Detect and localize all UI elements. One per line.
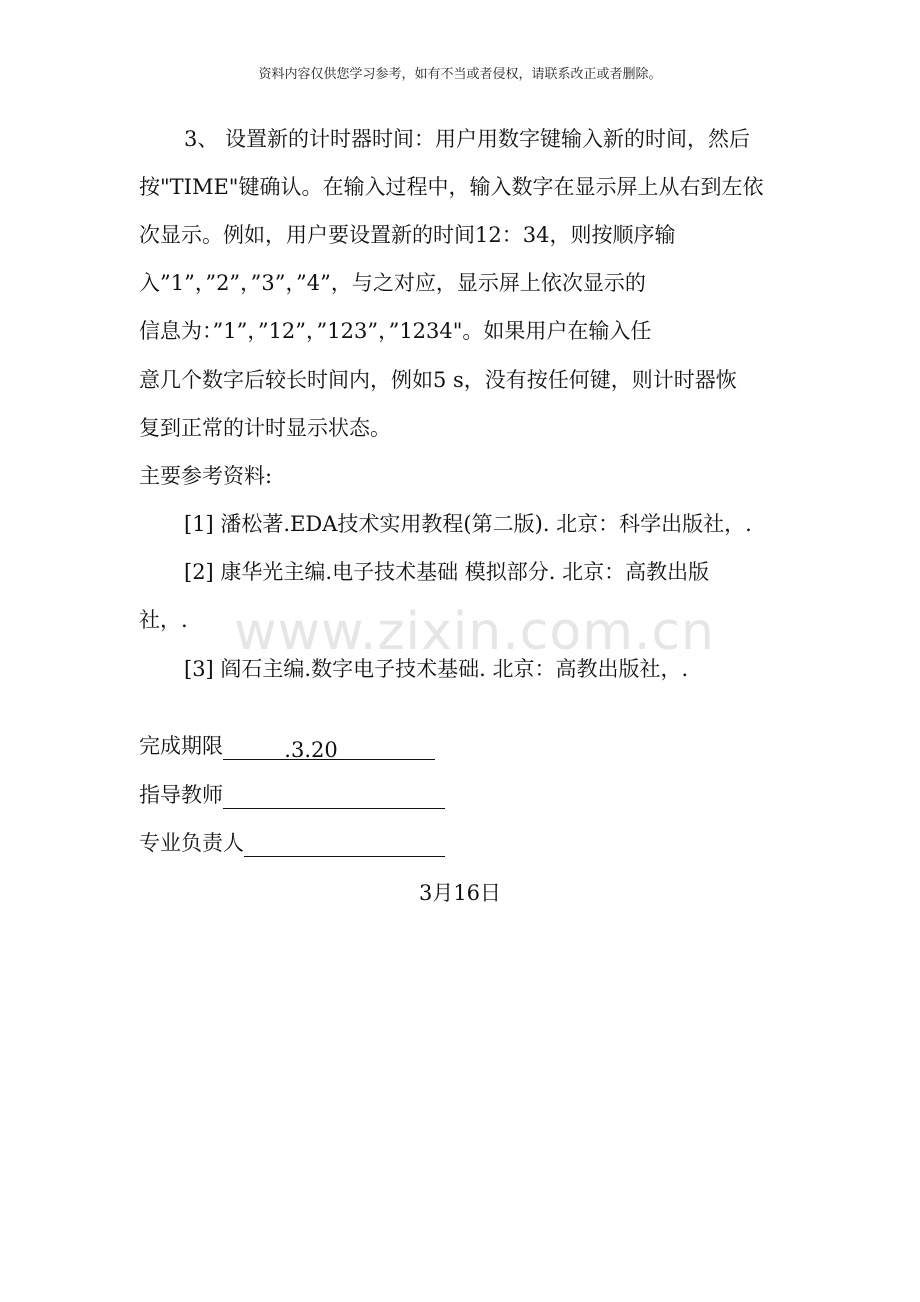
deadline-value: .3.20 bbox=[284, 738, 338, 762]
reference-2: [2] 康华光主编.电子技术基础 模拟部分. 北京：高教出版 bbox=[184, 560, 710, 584]
body-line-3: 次显示。例如，用户要设置新的时间12：34，则按顺序输 bbox=[139, 223, 676, 247]
body-line-5: 信息为：”1”，”12”，”123”，”1234"。如果用户在输入任 bbox=[139, 319, 652, 343]
references-heading: 主要参考资料: bbox=[139, 464, 273, 488]
advisor-blank bbox=[223, 786, 445, 809]
deadline-label: 完成期限 bbox=[139, 734, 223, 758]
watermark: www.zixin.com.cn bbox=[234, 602, 715, 662]
body-line-7: 复到正常的计时显示状态。 bbox=[139, 416, 391, 440]
document-date: 3月16日 bbox=[418, 881, 502, 905]
reference-1: [1] 潘松著.EDA技术实用教程(第二版). 北京：科学出版社，. bbox=[184, 512, 752, 536]
head-of-major-row bbox=[139, 830, 445, 856]
head-of-major-blank bbox=[244, 834, 445, 857]
reference-3: [3] 阎石主编.数字电子技术基础. 北京：高教出版社，. bbox=[184, 657, 689, 681]
body-line-2: 按"TIME"键确认。在输入过程中，输入数字在显示屏上从右到左依 bbox=[139, 175, 764, 199]
reference-2-continued: 社，. bbox=[139, 608, 188, 632]
body-line-1: 3、 设置新的计时器时间：用户用数字键输入新的时间，然后 bbox=[184, 127, 751, 151]
advisor-row bbox=[139, 782, 445, 808]
deadline-row bbox=[139, 733, 435, 762]
deadline-blank bbox=[223, 737, 435, 760]
head-of-major-label: 专业负责人 bbox=[139, 831, 244, 855]
advisor-label: 指导教师 bbox=[139, 783, 223, 807]
page-header-disclaimer: 资料内容仅供您学习参考，如有不当或者侵权，请联系改正或者删除。 bbox=[258, 67, 662, 82]
body-line-6: 意几个数字后较长时间内，例如5 s，没有按任何键，则计时器恢 bbox=[139, 368, 737, 392]
body-line-4: 入”1”，”2”，”3”，”4”，与之对应，显示屏上依次显示的 bbox=[139, 271, 646, 295]
